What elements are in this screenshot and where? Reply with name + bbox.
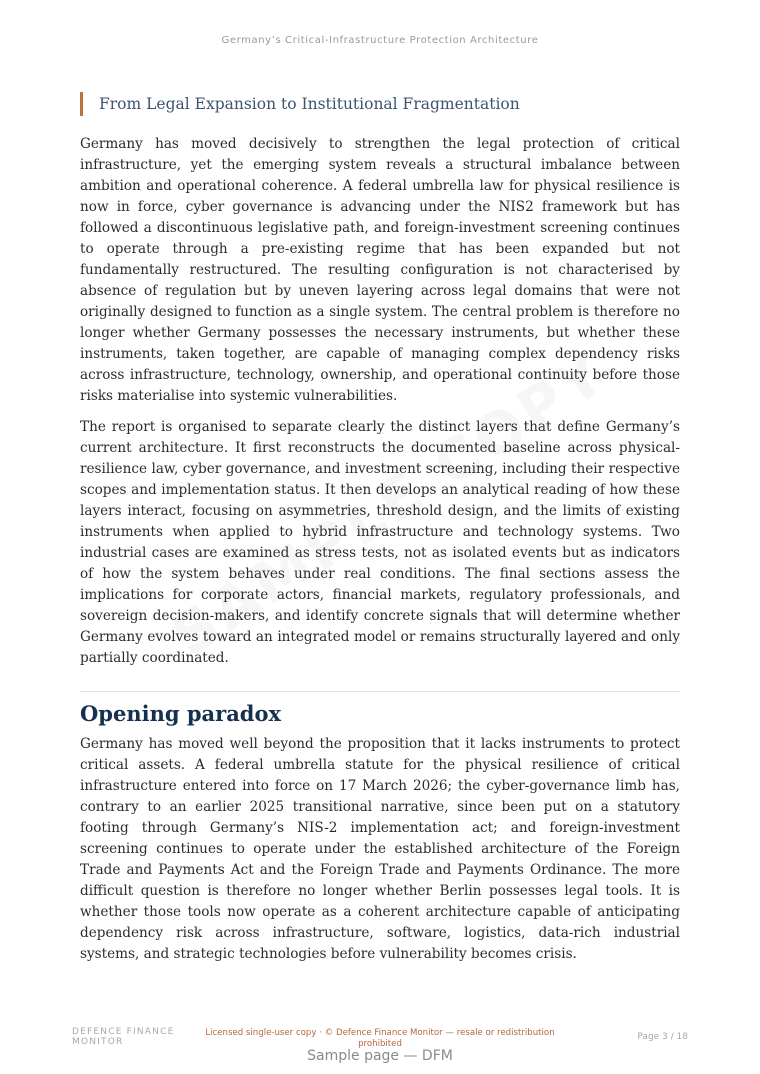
publisher-line-1: DEFENCE FINANCE	[72, 1027, 175, 1037]
body-paragraph: Germany has moved decisively to strengthen the legal protection of critical infrastructure, yet the emerging system reveals a structural imbalance between ambition and operational coherence. A federal umbrella law for physical resilience is now in force, cyber governance is advancing under the NIS2 framework but has followed a discontinuous legislative path, and foreign-investment screening continues to operate through a pre-existing regime that has been expanded but not fundamentally restructured. The resulting configuration is not characterised by absence of regulation but by uneven layering across legal domains that were not originally designed to function as a single system. The central problem is therefore no longer whether Germany possesses the necessary instruments, but whether these instruments, taken together, are capable of managing complex dependency risks across infrastructure, technology, ownership, and operational continuity before those risks materialise into systemic vulnerabilities.	[80, 136, 680, 404]
publisher-line-2: MONITOR	[72, 1037, 124, 1047]
opening-paragraph: Germany has moved well beyond the proposition that it lacks instruments to protect critical assets. A federal umbrella statute for the physical resilience of critical infrastructure entered into force on 17 March 2026; the cyber-governance limb has, contrary to an earlier 2025 transitional narrative, since been put on a statutory footing through Germany’s NIS-2 implementation act; and foreign-investment screening continues to operate under the established architecture of the Foreign Trade and Payments Act and the Foreign Trade and Payments Ordinance. The more difficult question is therefore no longer whether Berlin possesses legal tools. It is whether those tools now operate as a coherent architecture capable of anticipating dependency risk across infrastructure, software, logistics, data-rich industrial systems, and strategic technologies before vulnerability becomes crisis.	[80, 736, 680, 962]
page-number: Page 3 / 18	[637, 1032, 688, 1042]
running-header: Germany’s Critical-Infrastructure Protection Architecture	[221, 35, 539, 46]
page-content	[80, 92, 680, 975]
footer-publisher	[72, 1027, 192, 1047]
footer-license: Licensed single-user copy · © Defence Finance Monitor — resale or redistribution prohibited	[205, 1028, 555, 1049]
section-divider	[80, 691, 680, 692]
opening-heading: Opening paradox	[80, 701, 282, 726]
section-heading: From Legal Expansion to Institutional Fragmentation	[80, 92, 680, 116]
sample-label: Sample page — DFM	[307, 1048, 453, 1064]
body-paragraph: The report is organised to separate clearly the distinct layers that define Germany’s current architecture. It first reconstructs the documented baseline across physical-resilience law, cyber governance, and investment screening, including their respective scopes and implementation status. It then develops an analytical reading of how these layers interact, focusing on asymmetries, threshold design, and the limits of existing instruments when applied to hybrid infrastructure and technology systems. Two industrial cases are examined as stress tests, not as isolated events but as indicators of how the system behaves under real conditions. The final sections assess the implications for corporate actors, financial markets, regulatory professionals, and sovereign decision-makers, and identify concrete signals that will determine whether Germany evolves toward an integrated model or remains structurally layered and only partially coordinated.	[80, 419, 680, 666]
